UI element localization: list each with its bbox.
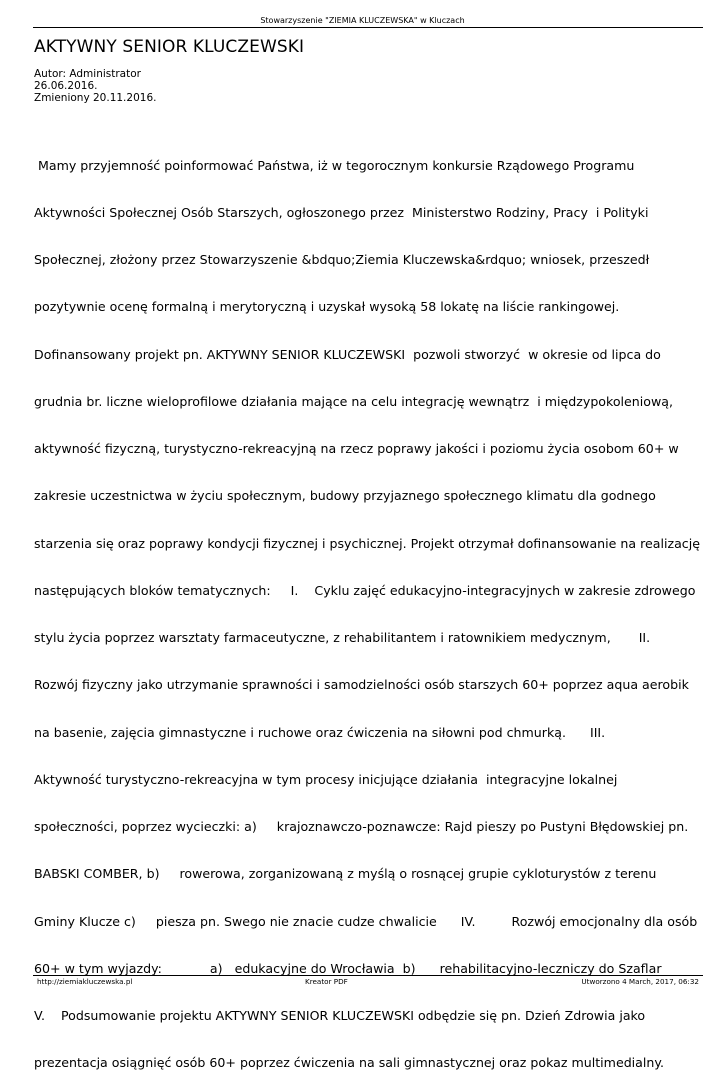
body-line: prezentacja osiągnięć osób 60+ poprzez ćwiczenia na sali gimnastycznej oraz pokaz multimedialny. bbox=[34, 1055, 665, 1071]
footer-url: http://ziemiakluczewska.pl bbox=[37, 977, 133, 986]
header-organization: Stowarzyszenie "ZIEMIA KLUCZEWSKA" w Kluczach bbox=[260, 16, 465, 25]
body-line: zakresie uczestnictwa w życiu społecznym, budowy przyjaznego społecznego klimatu dla godnego bbox=[34, 488, 656, 504]
article-date: 26.06.2016. bbox=[34, 80, 98, 92]
body-line: Aktywność turystyczno-rekreacyjna w tym procesy inicjujące działania integracyjne lokalnej bbox=[34, 771, 618, 787]
page-header bbox=[0, 16, 725, 26]
body-line: Rozwój fizyczny jako utrzymanie sprawności i samodzielności osób starszych 60+ poprzez aqua aerobik bbox=[34, 677, 689, 693]
body-line: Aktywności Społecznej Osób Starszych, ogłoszonego przez Ministerstwo Rodziny, Pracy i Polityki bbox=[34, 204, 649, 220]
header-divider bbox=[33, 27, 703, 28]
footer-created: Utworzono 4 March, 2017, 06:32 bbox=[581, 977, 699, 986]
footer-generator: Kreator PDF bbox=[305, 977, 348, 986]
body-line: V. Podsumowanie projektu AKTYWNY SENIOR KLUCZEWSKI odbędzie się pn. Dzień Zdrowia jako bbox=[34, 1008, 646, 1023]
article-meta bbox=[34, 68, 156, 104]
body-line: Dofinansowany projekt pn. AKTYWNY SENIOR KLUCZEWSKI pozwoli stworzyć w okresie od lipca do bbox=[34, 346, 661, 362]
body-line: na basenie, zajęcia gimnastyczne i ruchowe oraz ćwiczenia na siłowni pod chmurką. III. bbox=[34, 724, 606, 740]
body-line: starzenia się oraz poprawy kondycji fizycznej i psychicznej. Projekt otrzymał dofinansowanie na realizację bbox=[34, 535, 700, 551]
article-author: Autor: Administrator bbox=[34, 68, 141, 80]
page-footer bbox=[37, 977, 699, 987]
body-line: aktywność fizyczną, turystyczno-rekreacyjną na rzecz poprawy jakości i poziomu życia osobom 60+ w bbox=[34, 441, 679, 456]
body-line: pozytywnie ocenę formalną i merytoryczną i uzyskał wysoką 58 lokatę na liście rankingowej. bbox=[34, 299, 620, 315]
body-line: BABSKI COMBER, b) rowerowa, zorganizowaną z myślą o rosnącej grupie cykloturystów z terenu bbox=[34, 866, 657, 882]
footer-divider bbox=[33, 975, 703, 976]
body-line: Mamy przyjemność poinformować Państwa, iż w tegorocznym konkursie Rządowego Programu bbox=[34, 157, 635, 173]
body-line: następujących bloków tematycznych: I. Cyklu zajęć edukacyjno-integracyjnych w zakresie zdrowego bbox=[34, 582, 696, 598]
body-line: stylu życia poprzez warsztaty farmaceutyczne, z rehabilitantem i ratownikiem medycznym, II. bbox=[34, 630, 651, 645]
body-line: Społecznej, złożony przez Stowarzyszenie &bdquo;Ziemia Kluczewska&rdquo; wniosek, przeszedł bbox=[34, 252, 650, 267]
body-line: Gminy Klucze c) piesza pn. Swego nie znacie cudze chwalicie IV. Rozwój emocjonalny dla osób bbox=[34, 913, 698, 929]
body-line: społeczności, poprzez wycieczki: a) krajoznawczo-poznawcze: Rajd pieszy po Pustyni Błędowskiej pn. bbox=[34, 819, 689, 834]
article-body bbox=[34, 126, 700, 1087]
body-line: grudnia br. liczne wieloprofilowe działania mające na celu integrację wewnątrz i międzypokoleniową, bbox=[34, 393, 674, 409]
body-line: 60+ w tym wyjazdy: a) edukacyjne do Wrocławia b) rehabilitacyjno-leczniczy do Szaflar bbox=[34, 960, 662, 976]
article-modified: Zmieniony 20.11.2016. bbox=[34, 92, 157, 104]
article-title: AKTYWNY SENIOR KLUCZEWSKI bbox=[34, 37, 305, 57]
